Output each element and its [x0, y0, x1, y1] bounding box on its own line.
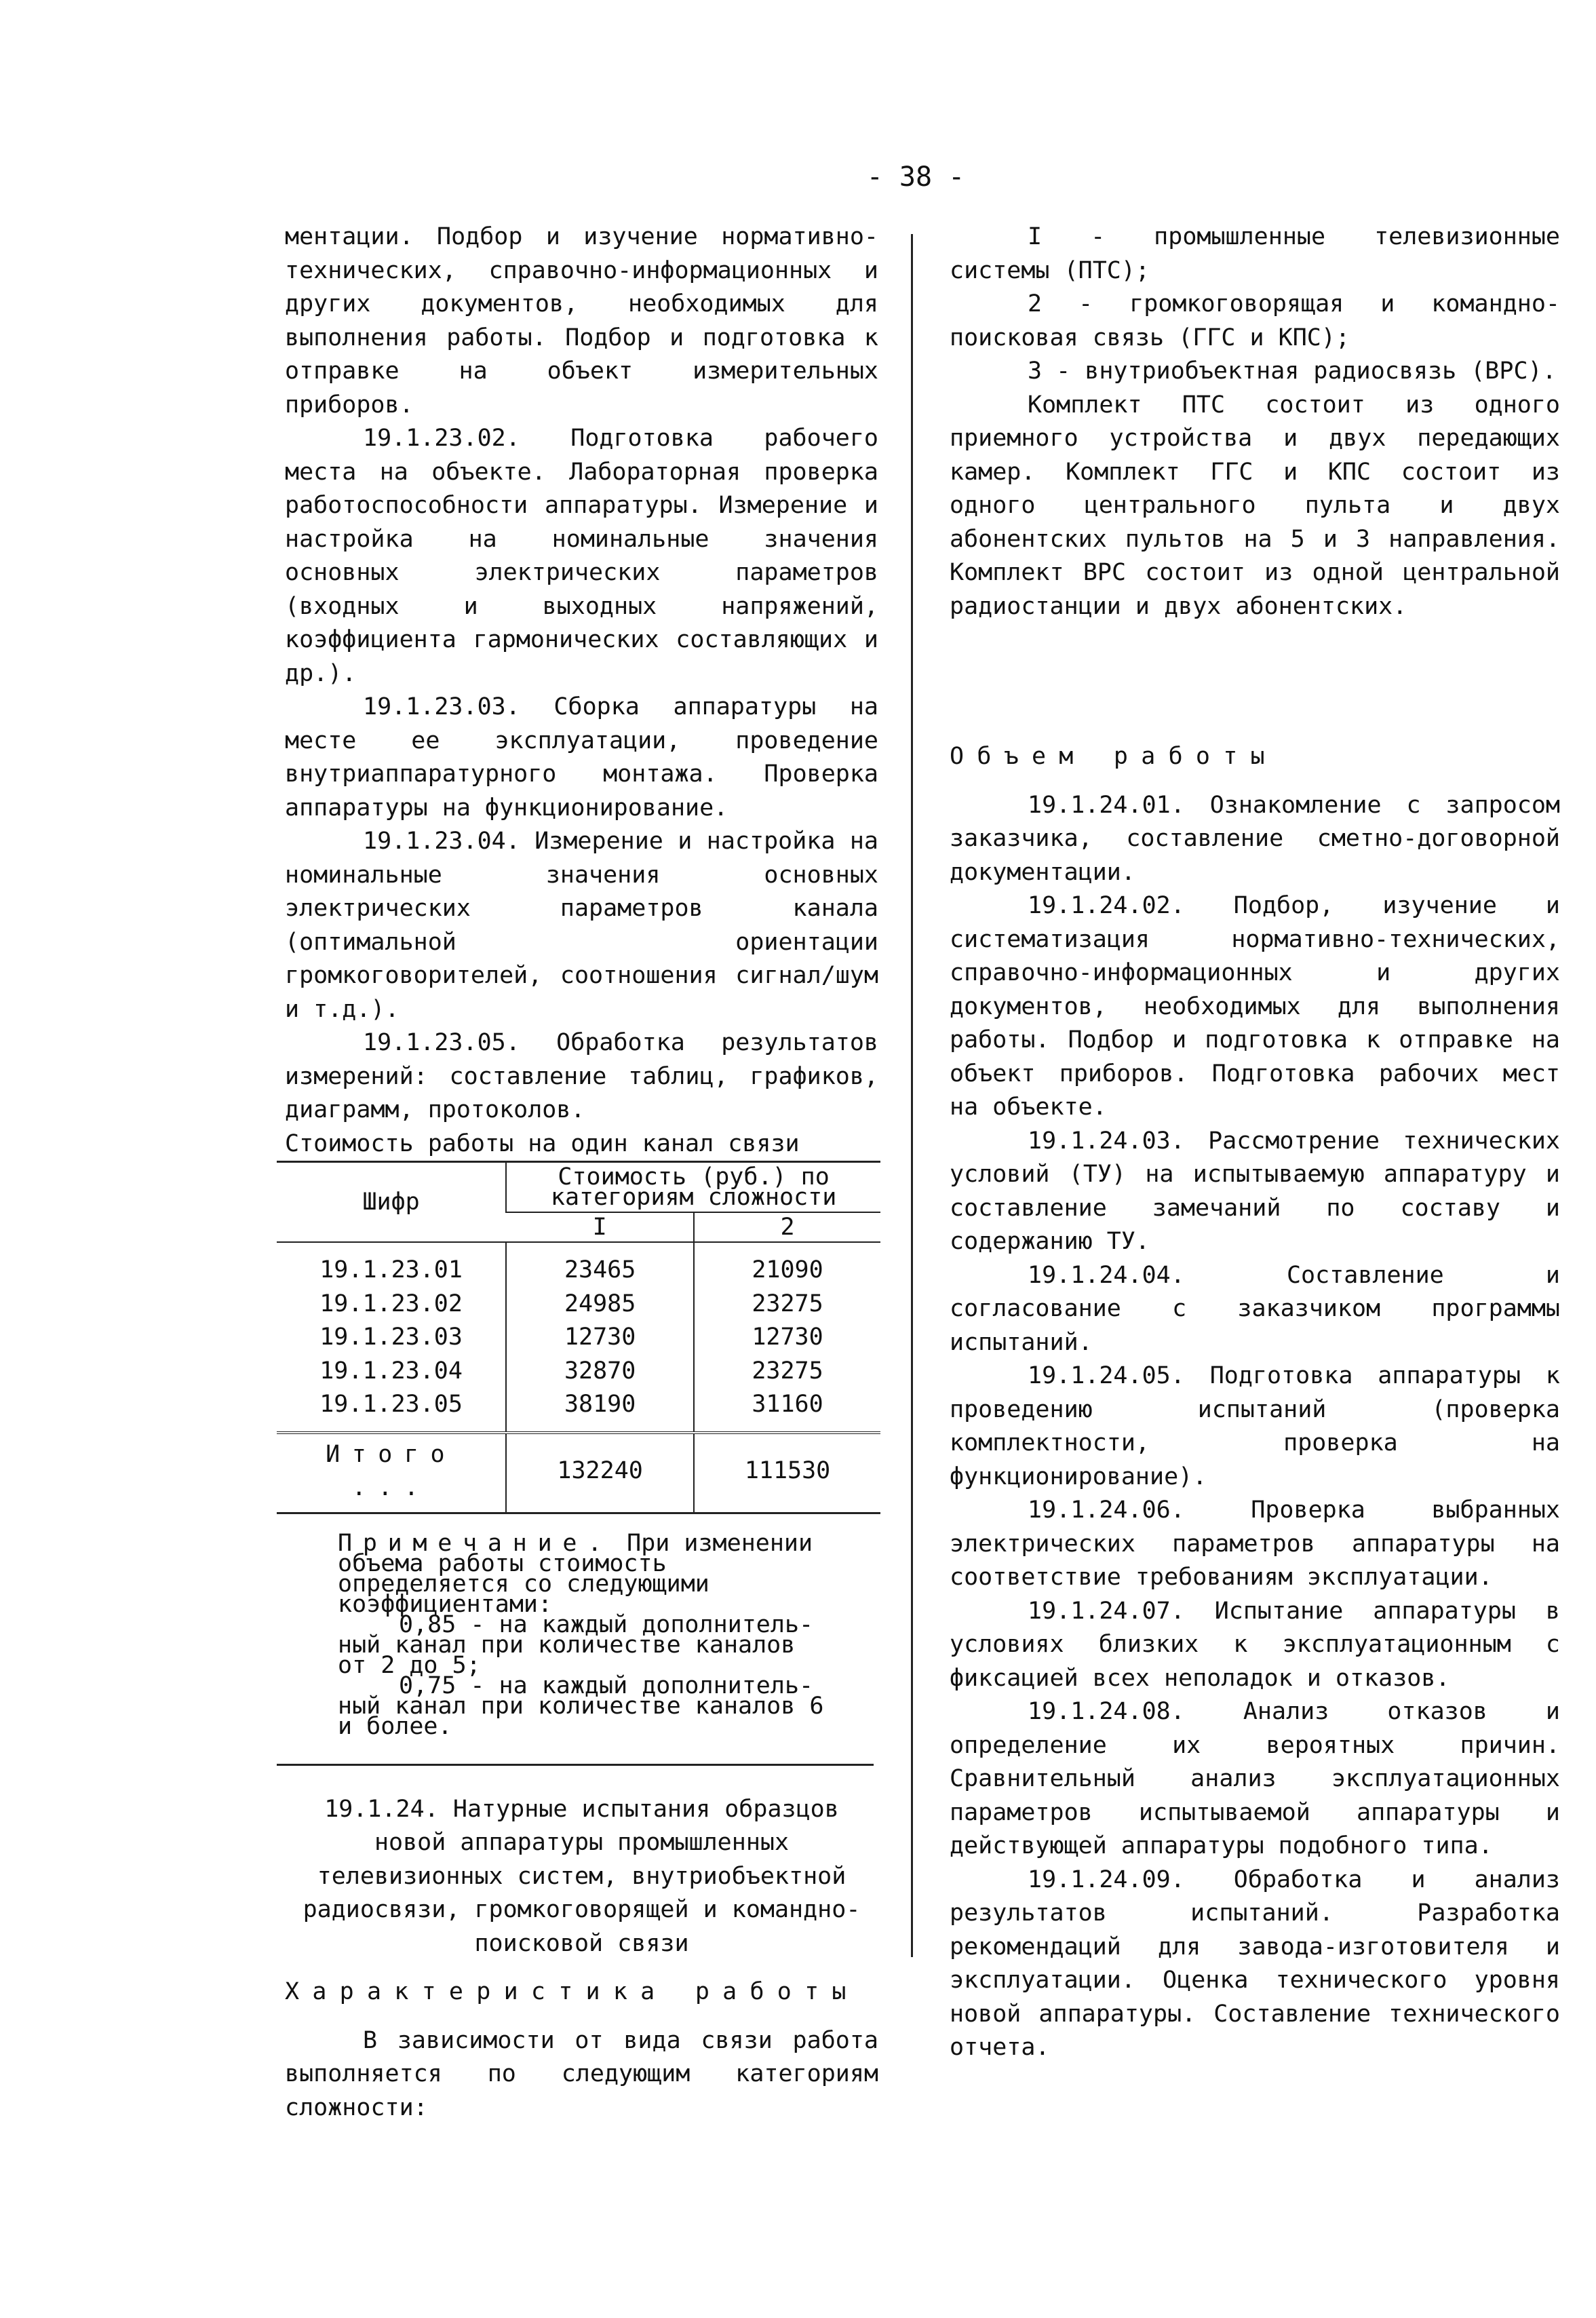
table-row: [277, 1355, 880, 1389]
category-item: 2 - громкоговорящая и командно-поисковая связь (ГГС и КПС);: [950, 290, 1560, 351]
row-cat2: 12730: [694, 1321, 880, 1355]
row-code: 19.1.23.04: [319, 1357, 463, 1385]
kit-description: Комплект ПТС состоит из одного приемного устройства и двух передающих камер. Комплект ГГС и КПС состоит из одного центрального пульта и двух абонентских пультов на 5 и 3 направления. Комплект ВРС состоит из одной центральной радиостанции и двух абонентских.: [950, 391, 1560, 620]
note-coef-1: 0,85 - на каждый дополнитель-: [399, 1610, 814, 1638]
scope-item: 19.1.24.09. Обработка и анализ результатов испытаний. Разработка рекомендаций для завода-изготовителя и эксплуатации. Оценка технического уровня новой аппаратуры. Составление технического отчета.: [950, 1866, 1560, 2061]
scope-item: 19.1.24.02. Подбор, изучение и систематизация нормативно-технических, справочно-информационных и других документов, необходимых для выполнения работы. Подбор и подготовка к отправке на объект приборов. Подготовка рабочих мест на объекте.: [950, 892, 1560, 1121]
total-cat1: 132240: [506, 1433, 694, 1513]
scope-item: 19.1.24.01. Ознакомление с запросом заказчика, составление сметно-договорной документации.: [950, 791, 1560, 886]
row-cat2: 23275: [694, 1355, 880, 1389]
scope-item: 19.1.24.03. Рассмотрение технических условий (ТУ) на испытываемую аппаратуру и составление замечаний по составу и содержанию ТУ.: [950, 1127, 1560, 1255]
table-row: [277, 1388, 880, 1433]
row-cat2: 21090: [694, 1242, 880, 1288]
table-header-cat2: 2: [694, 1212, 880, 1242]
row-cat1: 12730: [506, 1321, 694, 1355]
paragraph: ментации. Подбор и изучение нормативно-технических, справочно-информационных и других документов, необходимых для выполнения работы. Подбор и подготовка к отправке на объект измерительных приборов.: [285, 223, 878, 419]
column-divider: [911, 234, 913, 1957]
note-coef-2: 0,75 - на каждый дополнитель-: [399, 1672, 814, 1699]
row-cat2: 31160: [694, 1388, 880, 1433]
characteristic-heading: Характеристика работы: [285, 1978, 859, 2005]
table-header-cost: Стоимость (руб.) по категориям сложности: [506, 1162, 880, 1213]
characteristic-text: В зависимости от вида связи работа выполняется по следующим категориям сложности:: [285, 2026, 878, 2121]
table-row: [277, 1288, 880, 1321]
left-column: [285, 220, 878, 2125]
paragraph: 19.1.23.03. Сборка аппаратуры на месте ее эксплуатации, проведение внутриаппаратурного монтажа. Проверка аппаратуры на функционирование.: [285, 693, 878, 822]
paragraph: 19.1.23.04. Измерение и настройка на номинальные значения основных электрических параметров канала (оптимальной ориентации громкоговорителей, соотношения сигнал/шум и т.д.).: [285, 828, 878, 1023]
row-cat1: 32870: [506, 1355, 694, 1389]
note-coef-2-cont: ный канал при количестве каналов 6 и более.: [338, 1692, 824, 1740]
row-cat1: 23465: [506, 1242, 694, 1288]
scope-item: 19.1.24.06. Проверка выбранных электрических параметров аппаратуры на соответствие требованиям эксплуатации.: [950, 1496, 1560, 1591]
table-row: [277, 1321, 880, 1355]
row-code: 19.1.23.05: [319, 1391, 463, 1418]
page-number: - 38 -: [866, 161, 965, 193]
row-cat2: 23275: [694, 1288, 880, 1321]
paragraph: 19.1.23.02. Подготовка рабочего места на объекте. Лабораторная проверка работоспособности аппаратуры. Измерение и настройка на номинальные значения основных электрических параметров (входных и выходных напряжений, коэффициента гармонических составляющих и др.).: [285, 425, 878, 687]
section-title: 19.1.24. Натурные испытания образцов новой аппаратуры промышленных телевизионных систем, внутриобъектной радиосвязи, громкоговорящей и командно-поисковой связи: [303, 1795, 861, 1957]
total-cat2: 111530: [694, 1433, 880, 1513]
right-column: [950, 220, 1560, 2065]
table-total-row: [277, 1433, 880, 1513]
scope-item: 19.1.24.08. Анализ отказов и определение их вероятных причин. Сравнительный анализ эксплуатационных параметров испытываемой аппаратуры и действующей аппаратуры подобного типа.: [950, 1698, 1560, 1859]
note-coef-1-cont: ный канал при количестве каналов от 2 до 5;: [338, 1631, 796, 1679]
table-row: [277, 1242, 880, 1288]
note-label: Примечание.: [338, 1529, 613, 1557]
paragraph: 19.1.23.05. Обработка результатов измерений: составление таблиц, графиков, диаграмм, протоколов.: [285, 1029, 878, 1123]
category-item: I - промышленные телевизионные системы (ПТС);: [950, 223, 1560, 284]
note-text: При изменении объема работы стоимость определяется со следующими коэффициентами:: [338, 1529, 813, 1618]
row-code: 19.1.23.03: [319, 1324, 463, 1351]
row-code: 19.1.23.01: [319, 1256, 463, 1283]
cost-table: [277, 1161, 880, 1514]
table-caption: Стоимость работы на один канал связи: [285, 1129, 800, 1157]
table-header-cat1: I: [506, 1212, 694, 1242]
row-cat1: 24985: [506, 1288, 694, 1321]
scope-item: 19.1.24.05. Подготовка аппаратуры к проведению испытаний (проверка комплектности, проверка на функционирование).: [950, 1362, 1560, 1490]
row-code: 19.1.23.02: [319, 1290, 463, 1317]
row-cat1: 38190: [506, 1388, 694, 1433]
table-header-code: Шифр: [277, 1162, 506, 1243]
category-item: 3 - внутриобъектная радиосвязь (ВРС).: [1028, 358, 1557, 385]
scope-item: 19.1.24.04. Составление и согласование с заказчиком программы испытаний.: [950, 1261, 1560, 1356]
scope-heading: Объем работы: [950, 743, 1278, 770]
scope-item: 19.1.24.07. Испытание аппаратуры в условиях близких к эксплуатационным с фиксацией всех неполадок и отказов.: [950, 1597, 1560, 1692]
table-note: [277, 1529, 874, 1766]
total-label: Итого ...: [277, 1433, 506, 1513]
